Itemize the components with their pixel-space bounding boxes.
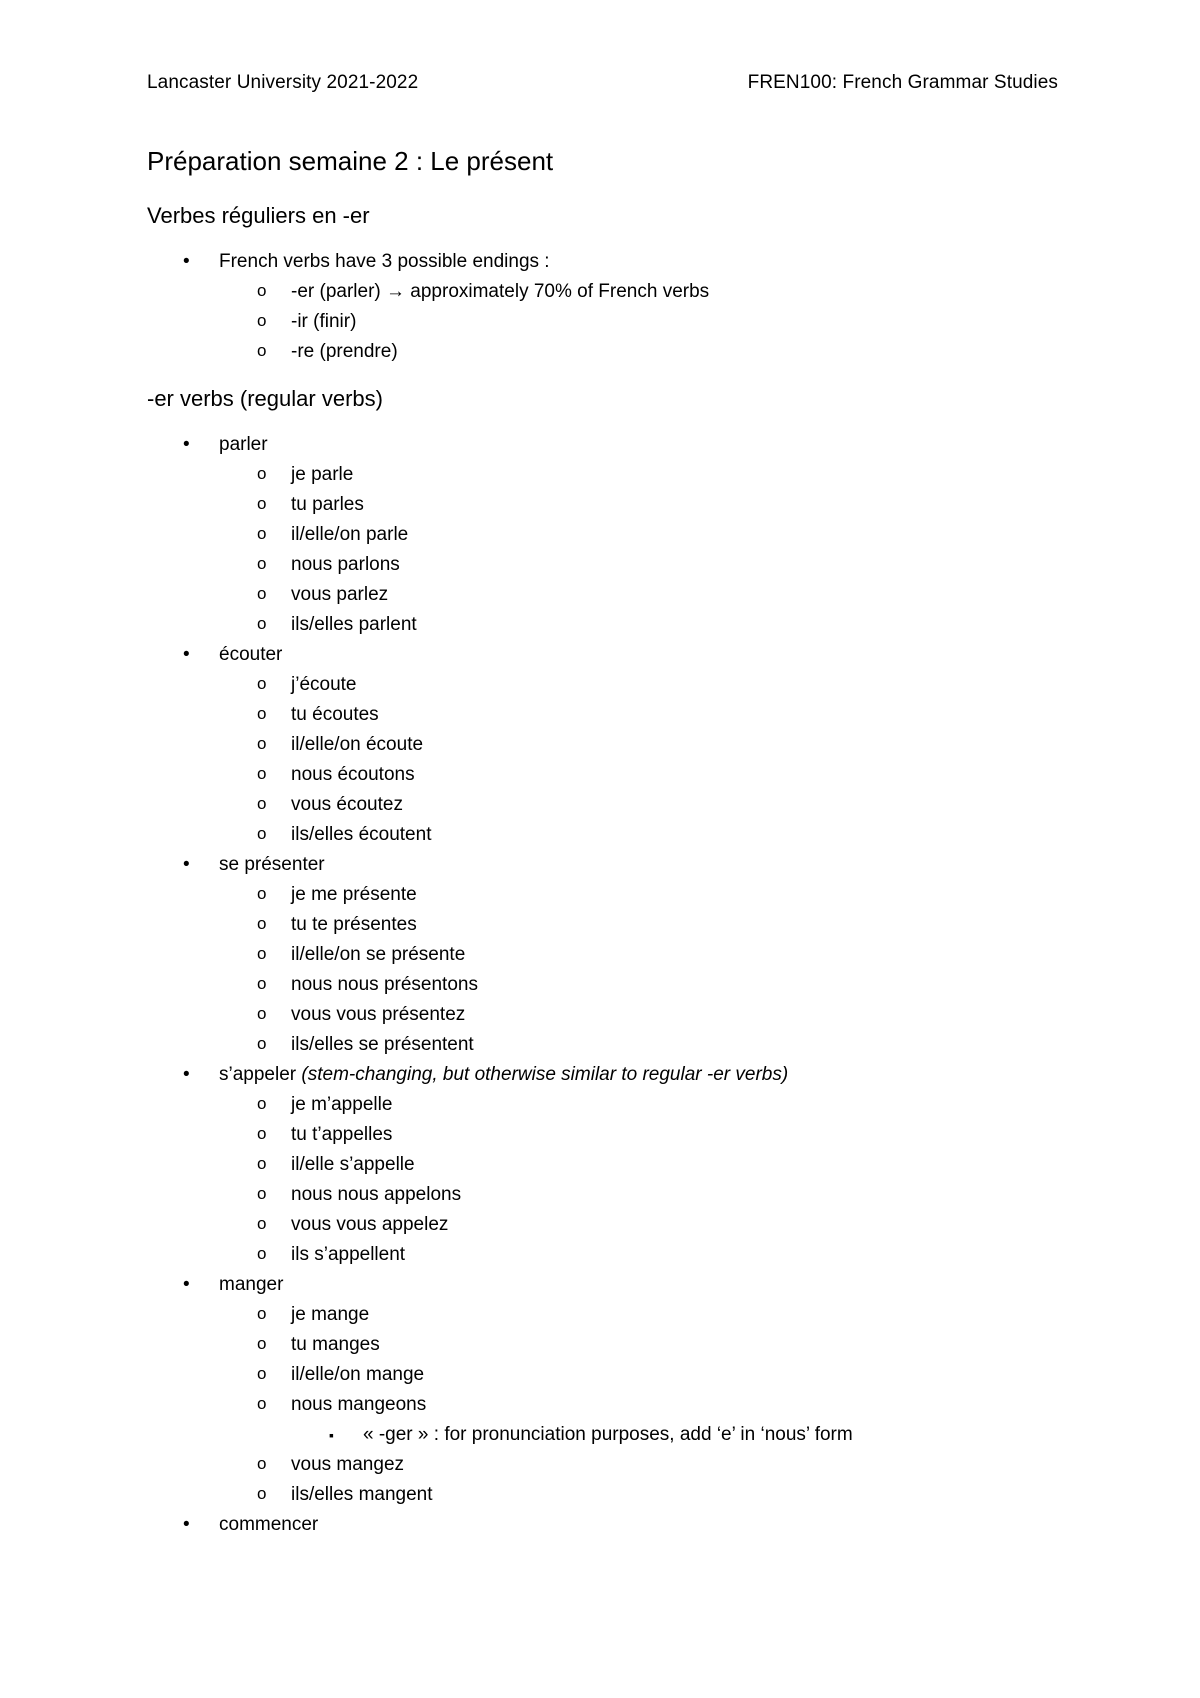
conjugation-form: o vous vous présentez [219, 1000, 853, 1030]
conjugation-form: o tu manges [219, 1330, 853, 1360]
conjugation-form: o je mange [219, 1300, 853, 1330]
conjugation-form [219, 1390, 853, 1450]
conjugation-list [219, 1090, 853, 1270]
list-item: o -re (prendre) [219, 337, 709, 367]
conjugation-form: o ils s’appellent [219, 1240, 853, 1270]
endings-list [147, 247, 709, 367]
verb-item [147, 1060, 853, 1270]
verb-item [147, 640, 853, 850]
conjugation-list [219, 880, 853, 1060]
endings-bullet-text: French verbs have 3 possible endings : [219, 251, 550, 272]
conjugation-form: o tu te présentes [219, 910, 853, 940]
conjugation-form: o il/elle/on parle [219, 520, 853, 550]
conjugation-form: o il/elle s’appelle [219, 1150, 853, 1180]
conjugation-list [219, 670, 853, 850]
conjugation-form: o vous vous appelez [219, 1210, 853, 1240]
conjugation-form: o vous écoutez [219, 790, 853, 820]
list-item: o -er (parler) → approximately 70% of French verbs [219, 277, 709, 307]
verb-infinitive: écouter [219, 644, 283, 665]
verb-list [147, 430, 853, 1540]
header-institution: Lancaster University 2021-2022 [147, 72, 419, 93]
header-course: FREN100: French Grammar Studies [747, 72, 1058, 93]
pronunciation-note: ▪ « -ger » : for pronunciation purposes, add ‘e’ in ‘nous’ form [291, 1420, 853, 1450]
conjugation-form: o nous nous présentons [219, 970, 853, 1000]
endings-sublist [219, 277, 709, 367]
conjugation-form: o je me présente [219, 880, 853, 910]
page-title: Préparation semaine 2 : Le présent [147, 146, 554, 176]
section-heading-er-verbs: -er verbs (regular verbs) [147, 386, 383, 411]
conjugation-form: o il/elle/on se présente [219, 940, 853, 970]
list-item: o -ir (finir) [219, 307, 709, 337]
conjugation-form: o il/elle/on mange [219, 1360, 853, 1390]
conjugation-form: o tu t’appelles [219, 1120, 853, 1150]
conjugation-list [219, 1300, 853, 1510]
conjugation-form: o nous parlons [219, 550, 853, 580]
conjugation-form: o il/elle/on écoute [219, 730, 853, 760]
verb-item [147, 430, 853, 640]
conjugation-form: o j’écoute [219, 670, 853, 700]
verb-infinitive: s’appeler [219, 1064, 297, 1085]
verb-item [147, 1510, 853, 1540]
conjugation-form: o nous écoutons [219, 760, 853, 790]
conjugation-form: o vous mangez [219, 1450, 853, 1480]
section-heading-regular-verbs: Verbes réguliers en -er [147, 203, 370, 228]
conjugation-list [219, 460, 853, 640]
verb-infinitive: manger [219, 1274, 284, 1295]
conjugation-form: o je parle [219, 460, 853, 490]
conjugation-form: o ils/elles se présentent [219, 1030, 853, 1060]
list-item [147, 247, 709, 367]
verb-item [147, 1270, 853, 1510]
verb-note: (stem-changing, but otherwise similar to regular -er verbs) [301, 1064, 789, 1085]
verb-item [147, 850, 853, 1060]
conjugation-form: o nous nous appelons [219, 1180, 853, 1210]
conjugation-form: o vous parlez [219, 580, 853, 610]
conjugation-form-text: nous mangeons [291, 1394, 427, 1415]
conjugation-form: o ils/elles écoutent [219, 820, 853, 850]
conjugation-form: o ils/elles mangent [219, 1480, 853, 1510]
conjugation-form: o ils/elles parlent [219, 610, 853, 640]
verb-infinitive: se présenter [219, 854, 325, 875]
sub-note-list [291, 1420, 853, 1450]
conjugation-form: o je m’appelle [219, 1090, 853, 1120]
verb-infinitive: commencer [219, 1514, 319, 1535]
conjugation-form: o tu écoutes [219, 700, 853, 730]
verb-infinitive: parler [219, 434, 268, 455]
conjugation-form: o tu parles [219, 490, 853, 520]
